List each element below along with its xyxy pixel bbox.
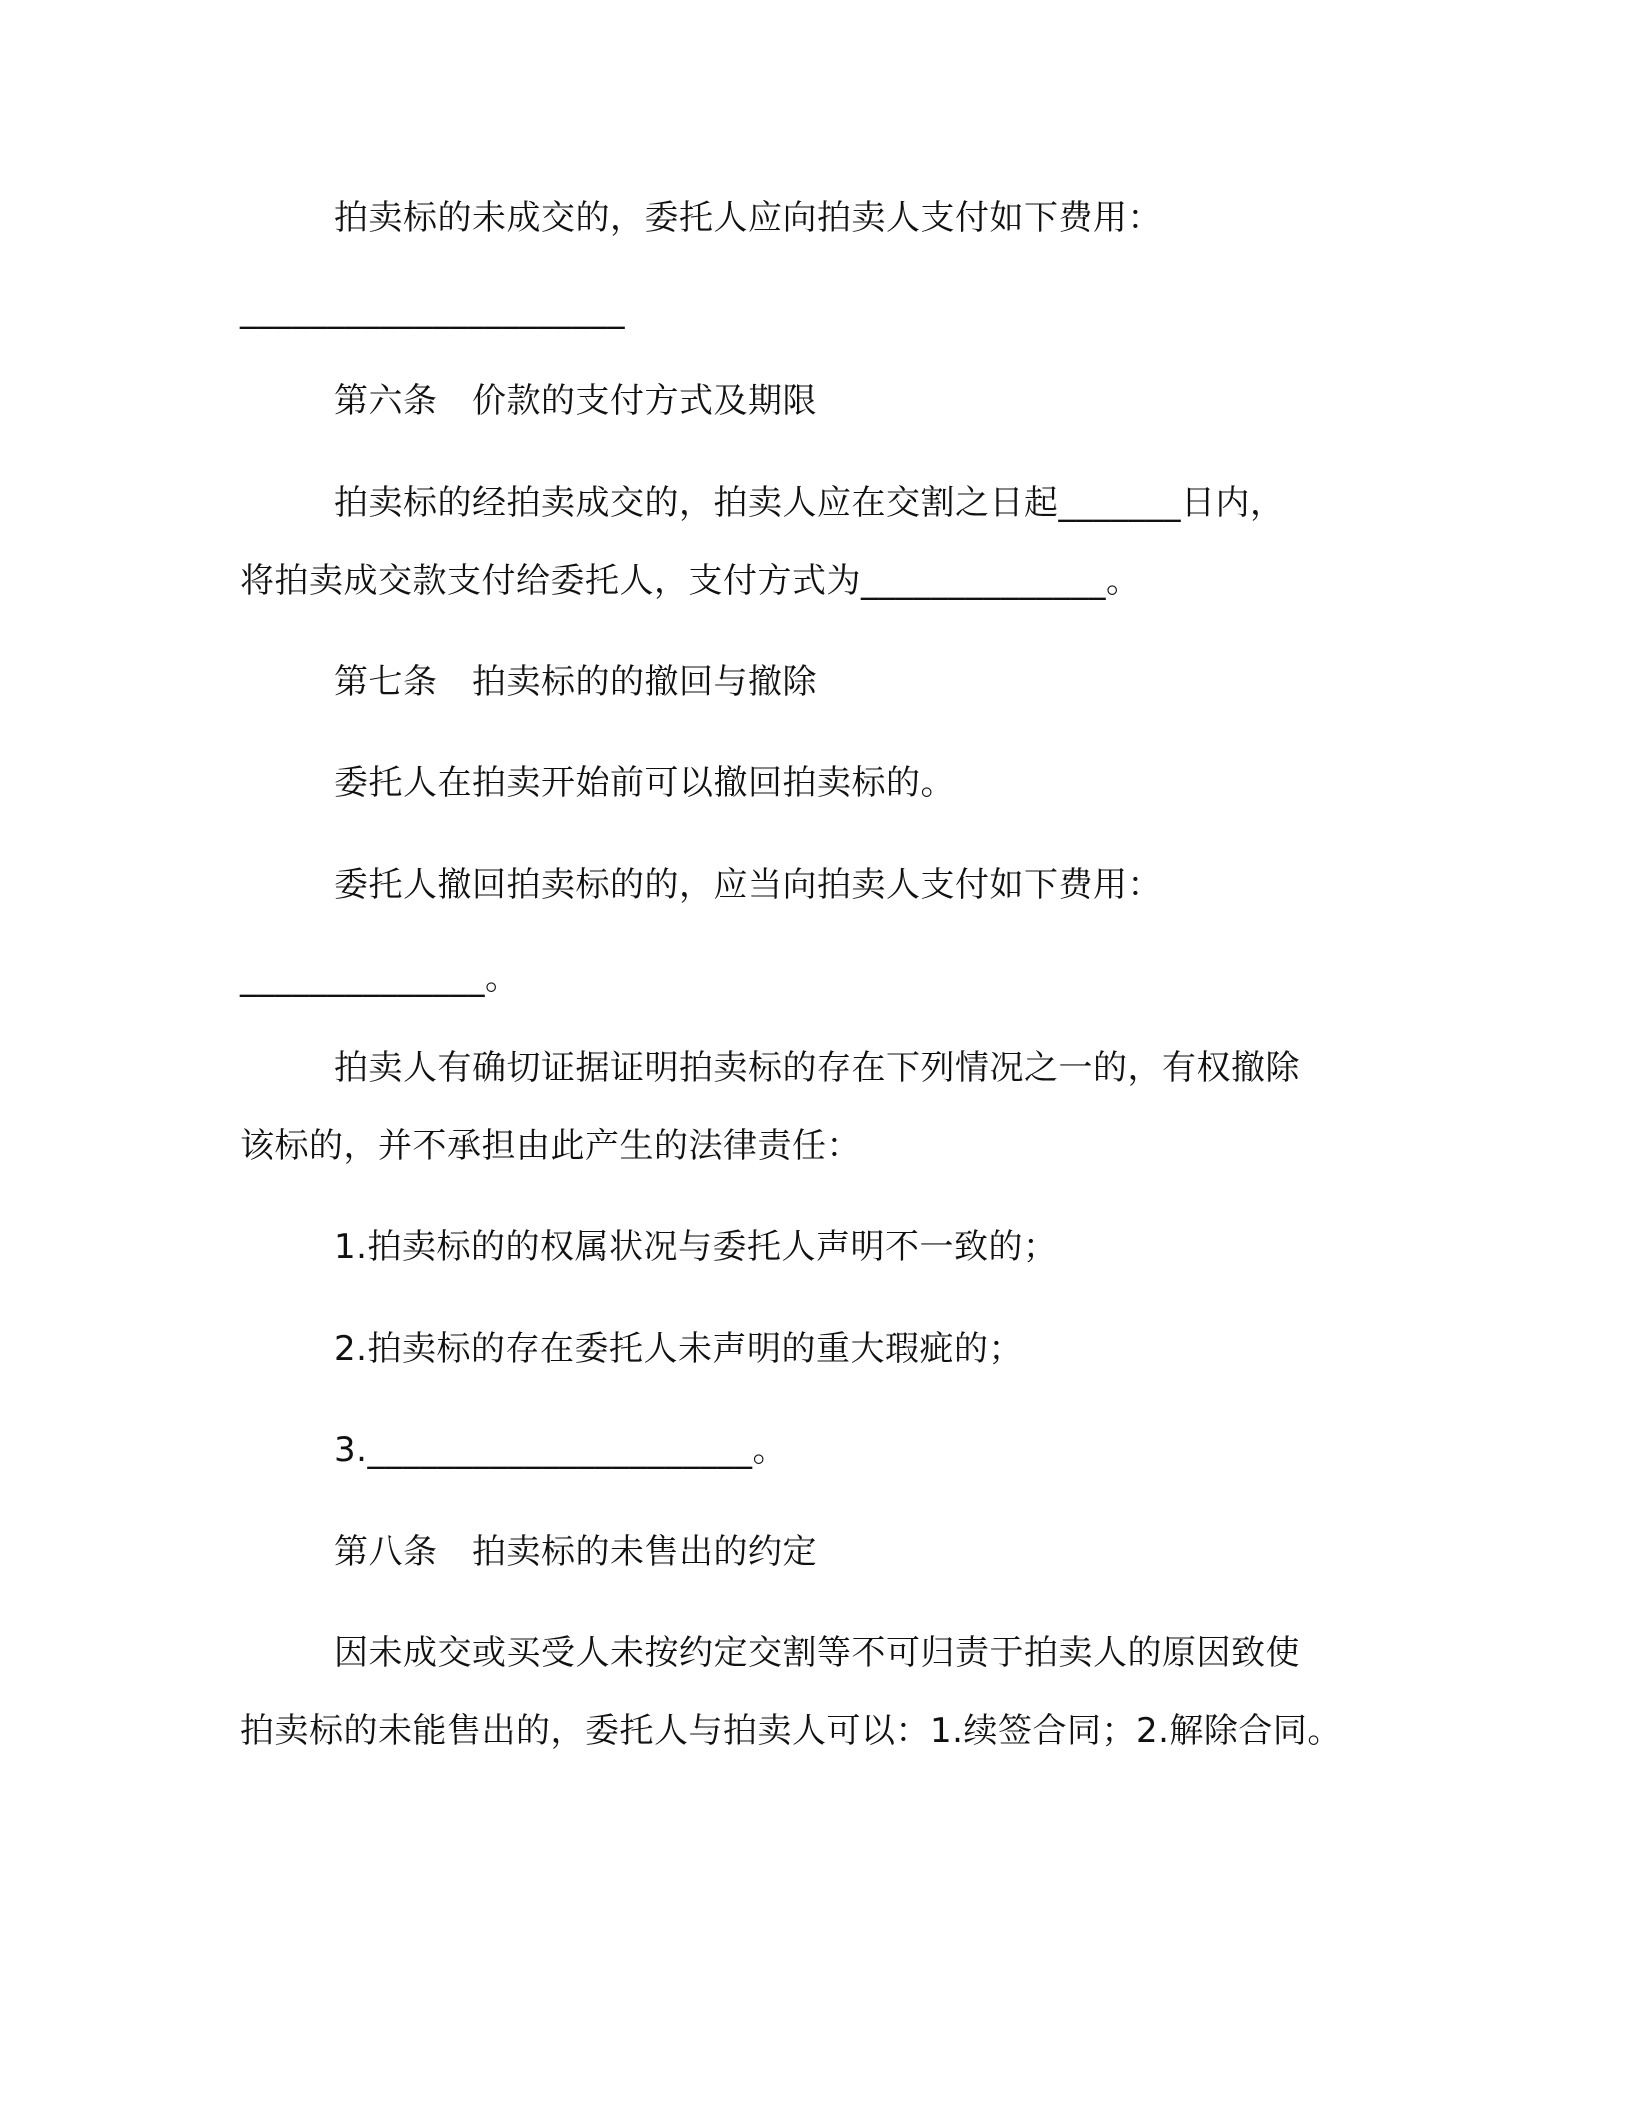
paragraph-withdraw-before-auction: 委托人在拍卖开始前可以撤回拍卖标的。 [334,763,955,803]
article-6-heading: 第六条 价款的支付方式及期限 [334,381,817,421]
removal-item-3: 3.______________________。 [334,1430,787,1470]
paragraph-unsold-line2: 拍卖标的未能售出的，委托人与拍卖人可以：1.续签合同；2.解除合同。 [240,1711,1342,1751]
paragraph-removal-line1: 拍卖人有确切证据证明拍卖标的存在下列情况之一的，有权撤除 [334,1048,1300,1088]
paragraph-unsold-fee: 拍卖标的未成交的，委托人应向拍卖人支付如下费用： [334,198,1162,238]
paragraph-withdraw-fee: 委托人撤回拍卖标的的，应当向拍卖人支付如下费用： [334,865,1162,905]
removal-item-2: 2.拍卖标的存在委托人未声明的重大瑕疵的； [334,1329,1023,1369]
article-8-heading: 第八条 拍卖标的未售出的约定 [334,1532,817,1572]
paragraph-unsold-line1: 因未成交或买受人未按约定交割等不可归责于拍卖人的原因致使 [334,1633,1300,1673]
paragraph-payment-line2: 将拍卖成交款支付给委托人，支付方式为______________。 [240,561,1141,601]
removal-item-1: 1.拍卖标的的权属状况与委托人声明不一致的； [334,1227,1058,1267]
paragraph-payment-line1: 拍卖标的经拍卖成交的，拍卖人应在交割之日起_______日内， [334,483,1285,523]
article-7-heading: 第七条 拍卖标的的撤回与撤除 [334,662,817,702]
blank-line-withdraw-fee: ______________。 [240,958,520,998]
blank-line-unsold-fee: ______________________ [240,290,625,330]
paragraph-removal-line2: 该标的，并不承担由此产生的法律责任： [240,1126,861,1166]
